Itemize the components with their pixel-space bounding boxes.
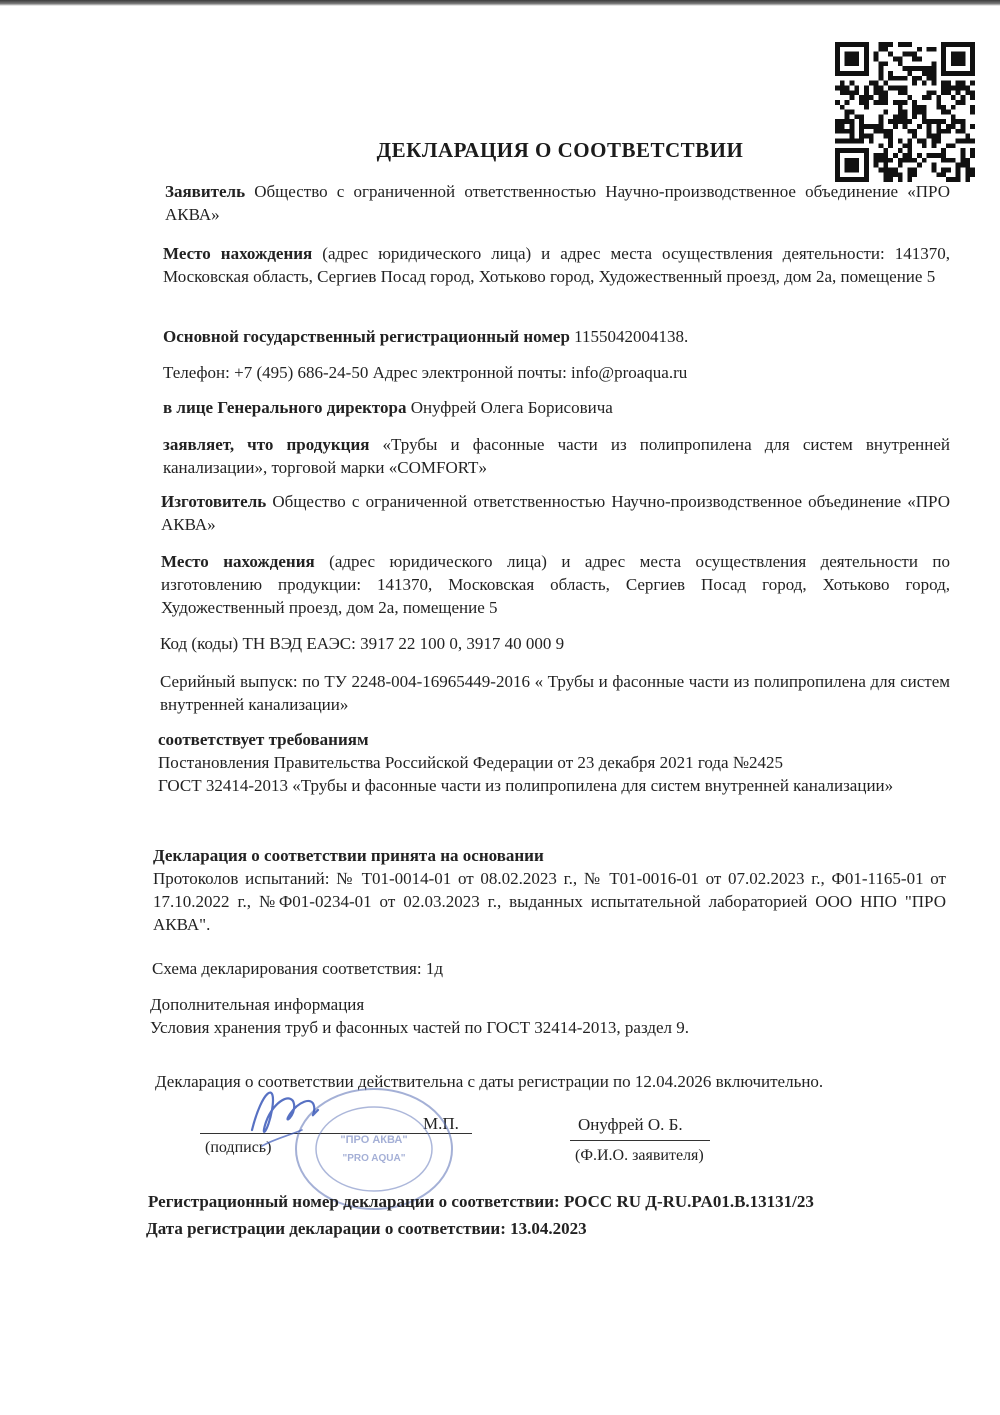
additional-label: Дополнительная информация	[150, 995, 365, 1014]
basis-label: Декларация о соответствии принята на основании	[153, 846, 544, 865]
applicant-text: Общество с ограниченной ответственностью Научно-производственное объединение «ПРО АКВА»	[165, 182, 950, 224]
validity-line: Декларация о соответствии действительна с даты регистрации по 12.04.2026 включительно.	[155, 1072, 824, 1091]
contacts-line: Телефон: +7 (495) 686-24-50 Адрес электронной почты: info@proaqua.ru	[163, 363, 688, 382]
manufacturer-address-text: (адрес юридического лица) и адрес места осуществления деятельности по изготовлению продукции: 141370, Московская область, Сергиев Посад город, Хотьково город, Художественный проезд, дом 2а, помещение 5	[161, 552, 950, 617]
manufacturer-text: Общество с ограниченной ответственностью Научно-производственное объединение «ПРО АКВА»	[161, 492, 950, 534]
signature-caption: (подпись)	[205, 1139, 272, 1156]
declares-block	[163, 433, 950, 479]
basis-block	[153, 844, 946, 936]
applicant-label: Заявитель	[165, 182, 246, 201]
svg-text:"ПРО АКВА": "ПРО АКВА"	[340, 1134, 408, 1146]
registration-date-line	[146, 1217, 946, 1240]
additional-text: Условия хранения труб и фасонных частей по ГОСТ 32414-2013, раздел 9.	[150, 1018, 690, 1037]
registration-number-value: РОСС RU Д-RU.PA01.B.13131/23	[563, 1192, 814, 1211]
registration-number-label: Регистрационный номер декларации о соответствии:	[148, 1192, 560, 1211]
name-line	[570, 1140, 710, 1141]
document-title: ДЕКЛАРАЦИЯ О СООТВЕТСТВИИ	[376, 138, 744, 162]
requirements-line2: ГОСТ 32414-2013 «Трубы и фасонные части из полипропилена для систем внутренней канализации»	[158, 776, 894, 795]
scheme-line: Схема декларирования соответствия: 1д	[152, 959, 443, 978]
signer-name: Онуфрей О. Б.	[578, 1115, 683, 1134]
applicant-address-block	[163, 242, 950, 288]
handwritten-signature	[232, 1070, 352, 1160]
declares-text: «Трубы и фасонные части из полипропилена для систем внутренней канализации», торговой марки «COMFORT»	[163, 435, 950, 477]
ogrn-label: Основной государственный регистрационный номер	[163, 327, 570, 346]
applicant-block	[165, 180, 950, 226]
stamp-place-label: М.П.	[423, 1114, 459, 1133]
manufacturer-address-block	[161, 550, 950, 619]
represented-value: Онуфрей Олега Борисовича	[406, 398, 613, 417]
serial-line: Серийный выпуск: по ТУ 2248-004-16965449-2016 « Трубы и фасонные части из полипропилена для систем внутренней канализации»	[160, 672, 950, 714]
manufacturer-address-label: Место нахождения	[161, 552, 315, 571]
requirements-line1: Постановления Правительства Российской Федерации от 23 декабря 2021 года №2425	[158, 753, 784, 772]
manufacturer-block	[161, 490, 950, 536]
requirements-block	[158, 728, 950, 797]
applicant-address-label: Место нахождения	[163, 244, 313, 263]
applicant-address-text: (адрес юридического лица) и адрес места осуществления деятельности: 141370, Московская область, Сергиев Посад город, Хотьково город, Художественный проезд, дом 2а, помещение 5	[163, 244, 950, 286]
manufacturer-label: Изготовитель	[161, 492, 267, 511]
requirements-label: соответствует требованиям	[158, 730, 369, 749]
additional-block	[150, 993, 947, 1039]
basis-text: Протоколов испытаний: № Т01-0014-01 от 08.02.2023 г., № Т01-0016-01 от 07.02.2023 г., Ф01-1165-01 от 17.10.2022 г., №Ф01-0234-01 от 02.03.2023 г., выданных испытательной лабораторией ООО НПО "ПРО АКВА".	[153, 869, 946, 934]
ogrn-value: 1155042004138.	[569, 327, 689, 346]
registration-date-label: Дата регистрации декларации о соответствии:	[146, 1219, 506, 1238]
registration-date-value: 13.04.2023	[510, 1219, 587, 1238]
represented-block	[163, 396, 950, 419]
ogrn-block	[163, 325, 950, 348]
registration-number-line	[148, 1190, 948, 1213]
name-caption: (Ф.И.О. заявителя)	[575, 1147, 704, 1164]
declares-label: заявляет, что продукция	[163, 435, 370, 454]
svg-text:"PRO AQUA": "PRO AQUA"	[342, 1153, 406, 1164]
tn-ved-line: Код (коды) ТН ВЭД ЕАЭС: 3917 22 100 0, 3917 40 000 9	[160, 634, 565, 653]
represented-label: в лице Генерального директора	[163, 398, 407, 417]
scan-top-edge	[0, 0, 1000, 6]
